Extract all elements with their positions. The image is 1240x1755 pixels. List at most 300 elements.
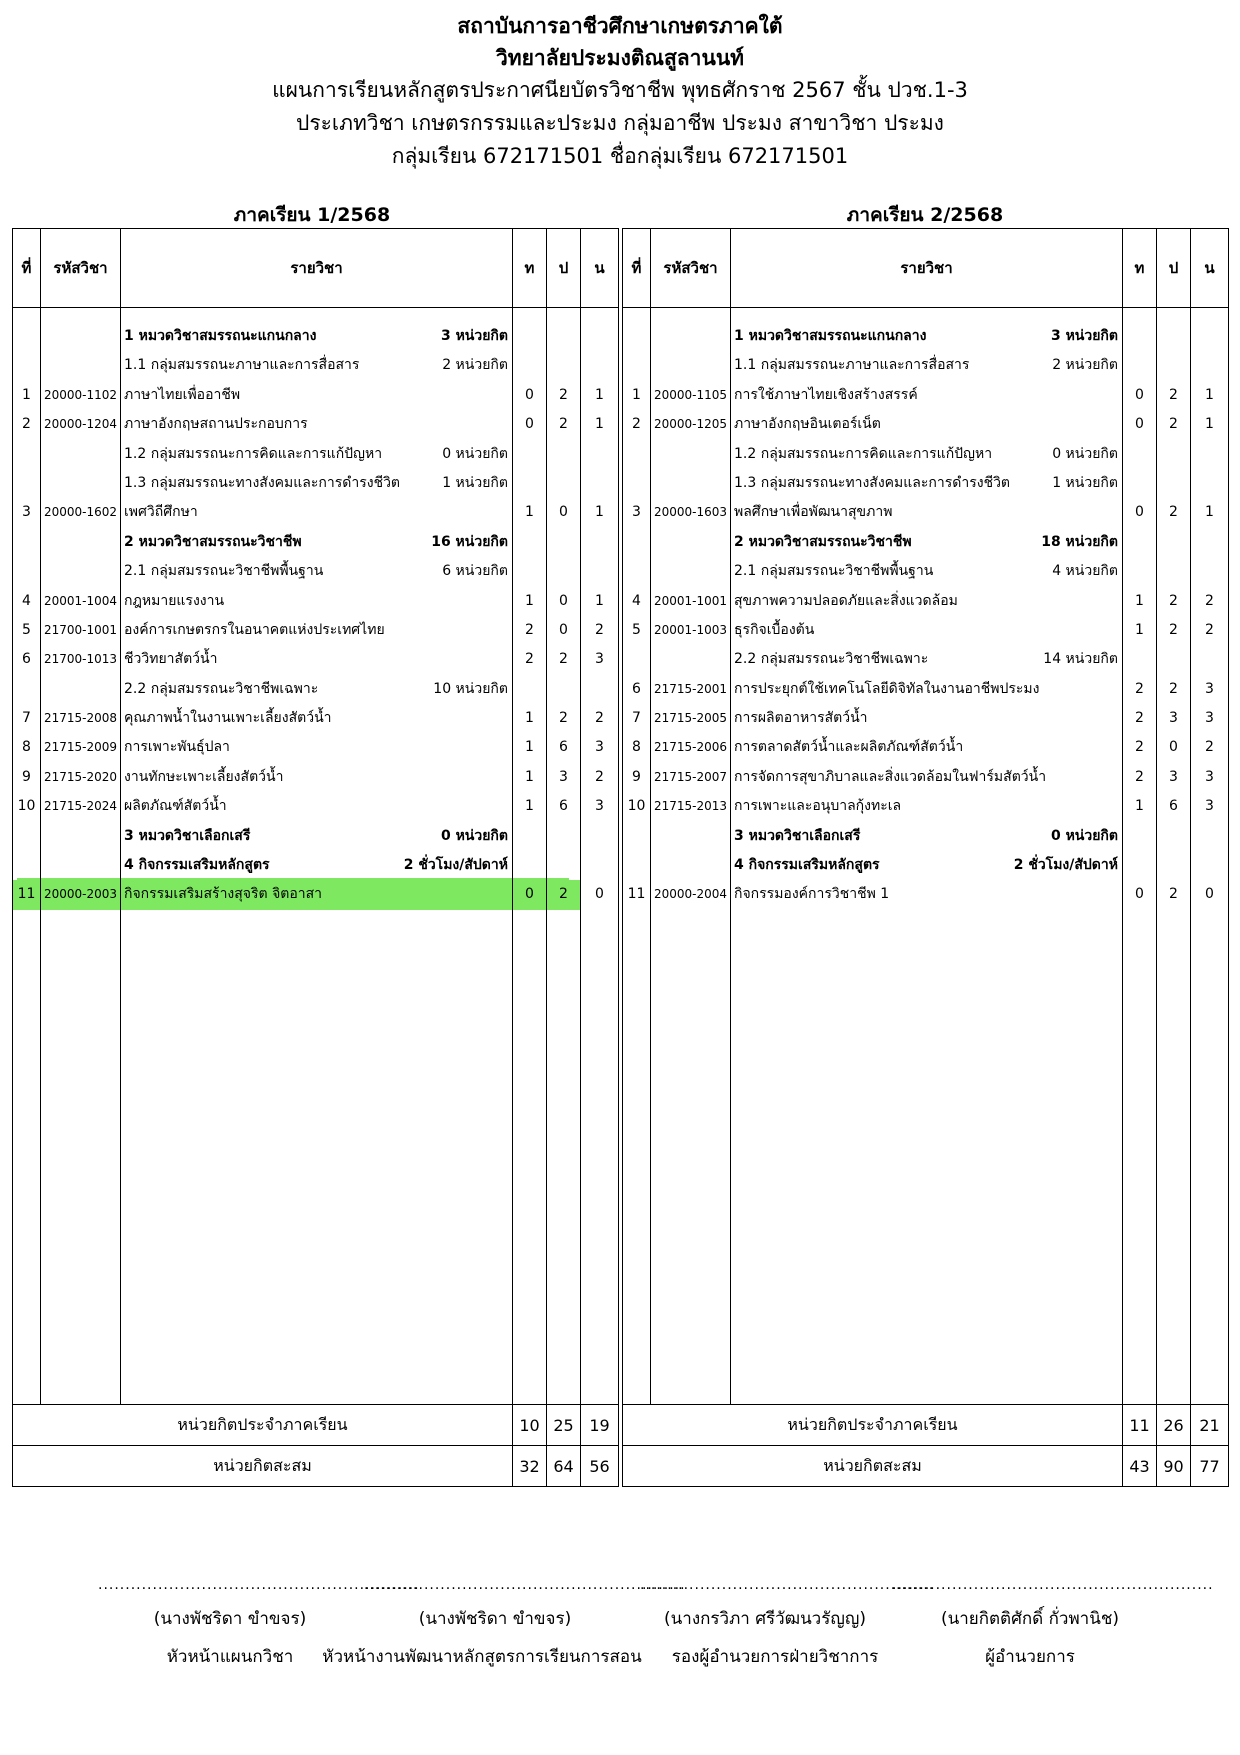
semester-sum-row bbox=[13, 1405, 619, 1446]
course-number: 2 bbox=[632, 416, 641, 433]
empty-cell bbox=[41, 322, 120, 351]
category-credits: 3 หน่วยกิต bbox=[440, 328, 508, 344]
course-theory-hours: 1 bbox=[1135, 592, 1144, 609]
course-credits: 1 bbox=[595, 504, 604, 521]
course-code: 21715-2001 bbox=[653, 681, 728, 696]
col-no-header: ที่ bbox=[623, 229, 651, 308]
course-name: ผลิตภัณฑ์สัตว์น้ำ bbox=[124, 798, 227, 815]
col-t bbox=[1123, 308, 1157, 1405]
course-credits: 2 bbox=[1205, 621, 1214, 638]
empty-cell bbox=[547, 675, 580, 704]
empty-cell bbox=[651, 822, 730, 851]
category-row bbox=[731, 351, 1122, 380]
course-number: 4 bbox=[632, 592, 641, 609]
empty-cell bbox=[513, 675, 546, 704]
sum-n: 21 bbox=[1191, 1405, 1229, 1446]
empty-cell bbox=[13, 822, 40, 851]
empty-cell bbox=[623, 469, 650, 498]
course-credits: 2 bbox=[595, 768, 604, 785]
empty-cell bbox=[41, 557, 120, 586]
empty-cell bbox=[13, 675, 40, 704]
empty-cell bbox=[13, 351, 40, 380]
empty-cell bbox=[13, 469, 40, 498]
category-row bbox=[121, 557, 512, 586]
empty-cell bbox=[547, 528, 580, 557]
course-name: ภาษาไทยเพื่ออาชีพ bbox=[124, 386, 241, 403]
course-code: 20001-1003 bbox=[653, 622, 728, 637]
empty-cell bbox=[1191, 822, 1228, 851]
course-credits: 1 bbox=[1205, 386, 1214, 403]
empty-cell bbox=[581, 822, 618, 851]
category-credits: 2 หน่วยกิต bbox=[1052, 357, 1118, 374]
empty-cell bbox=[1191, 322, 1228, 351]
course-credits: 0 bbox=[1205, 886, 1214, 903]
empty-cell bbox=[1157, 851, 1190, 880]
course-theory-hours: 2 bbox=[1135, 710, 1144, 727]
category-row bbox=[731, 322, 1122, 351]
cum-n: 56 bbox=[581, 1446, 619, 1487]
category-credits: 6 หน่วยกิต bbox=[442, 563, 508, 580]
category-row bbox=[731, 822, 1122, 851]
course-credits: 1 bbox=[1205, 416, 1214, 433]
category-row bbox=[121, 322, 512, 351]
course-name: ชีววิทยาสัตว์น้ำ bbox=[124, 651, 218, 668]
empty-cell bbox=[1157, 351, 1190, 380]
sum-p: 25 bbox=[547, 1405, 581, 1446]
course-name: การประยุกต์ใช้เทคโนโลยีดิจิทัลในงานอาชีพประมง bbox=[734, 680, 1040, 697]
course-theory-hours: 0 bbox=[1135, 386, 1144, 403]
empty-cell bbox=[651, 322, 730, 351]
course-number: 6 bbox=[632, 680, 641, 697]
course-theory-hours: 1 bbox=[1135, 798, 1144, 815]
course-code: 21700-1001 bbox=[43, 622, 118, 637]
category-row bbox=[731, 557, 1122, 586]
col-subject-header: รายวิชา bbox=[731, 229, 1123, 308]
category-label: 1 หมวดวิชาสมรรถนะแกนกลาง bbox=[124, 328, 317, 344]
course-number: 7 bbox=[22, 710, 31, 727]
signer-name: (นางพัชริดา ขำขจร) bbox=[153, 1609, 307, 1629]
empty-cell bbox=[547, 822, 580, 851]
category-credits: 2 ชั่วโมง/สัปดาห์ bbox=[1013, 857, 1118, 874]
course-code: 20000-1205 bbox=[653, 417, 728, 432]
course-credits: 3 bbox=[1205, 768, 1214, 785]
empty-cell bbox=[1123, 351, 1156, 380]
cumulative-label: หน่วยกิตสะสม bbox=[623, 1446, 1123, 1487]
course-credits: 3 bbox=[595, 798, 604, 815]
course-practice-hours: 3 bbox=[1169, 710, 1178, 727]
col-subject bbox=[731, 308, 1123, 1405]
empty-cell bbox=[1157, 557, 1190, 586]
course-number: 5 bbox=[22, 621, 31, 638]
empty-cell bbox=[13, 557, 40, 586]
course-theory-hours: 1 bbox=[1135, 621, 1144, 638]
course-theory-hours: 1 bbox=[525, 504, 534, 521]
course-theory-hours: 2 bbox=[1135, 768, 1144, 785]
course-practice-hours: 2 bbox=[1169, 386, 1178, 403]
category-credits: 1 หน่วยกิต bbox=[442, 474, 508, 491]
empty-cell bbox=[1191, 645, 1228, 674]
course-name: องค์การเกษตรกรในอนาคตแห่งประเทศไทย bbox=[124, 621, 385, 638]
empty-cell bbox=[581, 675, 618, 704]
empty-cell bbox=[547, 351, 580, 380]
empty-cell bbox=[513, 351, 546, 380]
course-practice-hours: 2 bbox=[559, 651, 568, 668]
category-label: 3 หมวดวิชาเลือกเสรี bbox=[734, 827, 861, 844]
category-row bbox=[731, 440, 1122, 469]
col-p-header: ป bbox=[547, 229, 581, 308]
course-name: สุขภาพความปลอดภัยและสิ่งแวดล้อม bbox=[734, 592, 958, 609]
course-theory-hours: 1 bbox=[525, 592, 534, 609]
course-code: 21715-2007 bbox=[653, 769, 728, 784]
empty-cell bbox=[581, 557, 618, 586]
course-name: เพศวิถีศึกษา bbox=[124, 504, 198, 521]
empty-cell bbox=[1157, 645, 1190, 674]
category-row bbox=[121, 351, 512, 380]
category-credits: 3 หน่วยกิต bbox=[1050, 328, 1118, 344]
empty-cell bbox=[1123, 469, 1156, 498]
empty-cell bbox=[651, 645, 730, 674]
course-code: 21715-2020 bbox=[43, 769, 118, 784]
category-credits: 2 ชั่วโมง/สัปดาห์ bbox=[403, 857, 508, 874]
course-name: ธุรกิจเบื้องต้น bbox=[734, 621, 815, 638]
course-name: กิจกรรมเสริมสร้างสุจริต จิตอาสา bbox=[121, 880, 512, 909]
category-row bbox=[731, 469, 1122, 498]
course-practice-hours: 2 bbox=[559, 710, 568, 727]
course-number: 10 bbox=[627, 798, 646, 815]
cum-p: 90 bbox=[1157, 1446, 1191, 1487]
course-theory-hours: 0 bbox=[1135, 416, 1144, 433]
empty-cell bbox=[623, 822, 650, 851]
college-name: วิทยาลัยประมงติณสูลานนท์ bbox=[495, 46, 745, 70]
course-theory-hours: 0 bbox=[513, 880, 546, 909]
table-body-row bbox=[623, 308, 1229, 1405]
cum-t: 32 bbox=[513, 1446, 547, 1487]
course-number: 6 bbox=[22, 651, 31, 668]
course-theory-hours: 2 bbox=[1135, 680, 1144, 697]
empty-cell bbox=[1123, 440, 1156, 469]
empty-cell bbox=[513, 440, 546, 469]
category-label: 2 หมวดวิชาสมรรถนะวิชาชีพ bbox=[734, 533, 912, 550]
course-credits: 3 bbox=[1205, 798, 1214, 815]
empty-cell bbox=[1123, 822, 1156, 851]
program-line: ประเภทวิชา เกษตรกรรมและประมง กลุ่มอาชีพ ประมง สาขาวิชา ประมง bbox=[296, 111, 944, 135]
empty-cell bbox=[651, 557, 730, 586]
empty-cell bbox=[1191, 851, 1228, 880]
course-credits: 3 bbox=[595, 739, 604, 756]
course-practice-hours: 2 bbox=[1169, 504, 1178, 521]
signature-line: ...................................................... bbox=[640, 1577, 935, 1593]
empty-cell bbox=[1191, 469, 1228, 498]
category-label: 1.1 กลุ่มสมรรถนะภาษาและการสื่อสาร bbox=[124, 357, 360, 374]
empty-cell bbox=[581, 851, 618, 880]
course-code: 20000-2004 bbox=[653, 887, 728, 902]
course-practice-hours: 0 bbox=[1169, 739, 1178, 756]
course-credits: 3 bbox=[595, 651, 604, 668]
empty-cell bbox=[41, 822, 120, 851]
empty-cell bbox=[1157, 322, 1190, 351]
empty-cell bbox=[1123, 645, 1156, 674]
empty-cell bbox=[1123, 557, 1156, 586]
category-label: 1.1 กลุ่มสมรรถนะภาษาและการสื่อสาร bbox=[734, 357, 970, 374]
course-theory-hours: 0 bbox=[525, 416, 534, 433]
category-credits: 0 หน่วยกิต bbox=[440, 827, 508, 844]
course-theory-hours: 2 bbox=[525, 651, 534, 668]
sum-p: 26 bbox=[1157, 1405, 1191, 1446]
empty-cell bbox=[651, 469, 730, 498]
signer-name: (นางกรวิภา ศรีวัฒนวรัญญ) bbox=[664, 1609, 866, 1629]
course-code: 20000-2003 bbox=[41, 880, 120, 909]
cum-p: 64 bbox=[547, 1446, 581, 1487]
empty-cell bbox=[581, 440, 618, 469]
category-label: 1.2 กลุ่มสมรรถนะการคิดและการแก้ปัญหา bbox=[734, 445, 993, 462]
course-theory-hours: 1 bbox=[525, 739, 534, 756]
col-no bbox=[623, 308, 651, 1405]
col-code bbox=[651, 308, 731, 1405]
course-number: 11 bbox=[627, 886, 646, 903]
category-label: 1.3 กลุ่มสมรรถนะทางสังคมและการดำรงชีวิต bbox=[124, 474, 401, 491]
category-credits: 16 หน่วยกิต bbox=[431, 533, 508, 550]
category-label: 2.2 กลุ่มสมรรถนะวิชาชีพเฉพาะ bbox=[734, 651, 929, 668]
document-header bbox=[0, 10, 1240, 173]
course-practice-hours: 2 bbox=[1169, 886, 1178, 903]
course-practice-hours: 2 bbox=[1169, 621, 1178, 638]
col-p bbox=[1157, 308, 1191, 1405]
empty-cell bbox=[651, 440, 730, 469]
empty-cell bbox=[1123, 851, 1156, 880]
category-label: 3 หมวดวิชาเลือกเสรี bbox=[124, 827, 251, 844]
empty-cell bbox=[513, 469, 546, 498]
empty-cell bbox=[513, 557, 546, 586]
course-name: การเพาะพันธุ์ปลา bbox=[124, 739, 230, 756]
sum-n: 19 bbox=[581, 1405, 619, 1446]
empty-cell bbox=[1191, 351, 1228, 380]
course-code: 21715-2024 bbox=[43, 799, 118, 814]
empty-cell bbox=[41, 675, 120, 704]
course-number: 7 bbox=[632, 710, 641, 727]
empty-cell bbox=[1157, 822, 1190, 851]
col-code-header: รหัสวิชา bbox=[41, 229, 121, 308]
category-label: 1.2 กลุ่มสมรรถนะการคิดและการแก้ปัญหา bbox=[124, 445, 383, 462]
table-header-row bbox=[13, 229, 619, 308]
empty-cell bbox=[13, 440, 40, 469]
table-body-row bbox=[13, 308, 619, 1405]
course-practice-hours: 0 bbox=[559, 621, 568, 638]
empty-cell bbox=[547, 440, 580, 469]
signer-position: หัวหน้าแผนกวิชา bbox=[166, 1647, 294, 1667]
course-practice-hours: 2 bbox=[547, 880, 580, 909]
course-practice-hours: 3 bbox=[1169, 768, 1178, 785]
signature-line: ........................................................... bbox=[892, 1577, 1214, 1593]
empty-cell bbox=[1123, 322, 1156, 351]
empty-cell bbox=[513, 822, 546, 851]
empty-cell bbox=[41, 469, 120, 498]
course-number: 10 bbox=[17, 798, 36, 815]
course-code: 21715-2006 bbox=[653, 740, 728, 755]
course-credits: 1 bbox=[595, 592, 604, 609]
col-subject-header: รายวิชา bbox=[121, 229, 513, 308]
col-t bbox=[513, 308, 547, 1405]
empty-cell bbox=[581, 469, 618, 498]
signer-position: หัวหน้างานพัฒนาหลักสูตรการเรียนการสอน bbox=[322, 1647, 642, 1667]
signer-name: (นางพัชริดา ขำขจร) bbox=[418, 1609, 572, 1629]
course-credits: 0 bbox=[595, 886, 604, 903]
course-practice-hours: 6 bbox=[1169, 798, 1178, 815]
semester-1-table bbox=[12, 228, 619, 1487]
institute-name: สถาบันการอาชีวศึกษาเกษตรภาคใต้ bbox=[457, 14, 783, 38]
category-label: 4 กิจกรรมเสริมหลักสูตร bbox=[124, 857, 270, 874]
sum-t: 11 bbox=[1123, 1405, 1157, 1446]
empty-cell bbox=[547, 557, 580, 586]
category-credits: 18 หน่วยกิต bbox=[1041, 533, 1118, 550]
category-label: 2.2 กลุ่มสมรรถนะวิชาชีพเฉพาะ bbox=[124, 680, 319, 697]
sum-t: 10 bbox=[513, 1405, 547, 1446]
category-credits: 0 หน่วยกิต bbox=[1050, 827, 1118, 844]
semester-2-title: ภาคเรียน 2/2568 bbox=[846, 204, 1004, 226]
category-label: 2.1 กลุ่มสมรรถนะวิชาชีพพื้นฐาน bbox=[734, 563, 934, 580]
empty-cell bbox=[547, 851, 580, 880]
category-label: 1.3 กลุ่มสมรรถนะทางสังคมและการดำรงชีวิต bbox=[734, 474, 1011, 491]
course-code: 20000-1602 bbox=[43, 505, 118, 520]
empty-cell bbox=[623, 528, 650, 557]
course-number: 3 bbox=[22, 504, 31, 521]
category-credits: 10 หน่วยกิต bbox=[433, 680, 508, 697]
category-label: 4 กิจกรรมเสริมหลักสูตร bbox=[734, 857, 880, 874]
empty-cell bbox=[513, 322, 546, 351]
course-number: 2 bbox=[22, 416, 31, 433]
empty-cell bbox=[513, 851, 546, 880]
empty-cell bbox=[623, 351, 650, 380]
course-theory-hours: 0 bbox=[1135, 504, 1144, 521]
col-code-header: รหัสวิชา bbox=[651, 229, 731, 308]
empty-cell bbox=[41, 440, 120, 469]
empty-cell bbox=[581, 322, 618, 351]
empty-cell bbox=[1191, 557, 1228, 586]
course-name: คุณภาพน้ำในงานเพาะเลี้ยงสัตว์น้ำ bbox=[124, 710, 332, 727]
signer-position: รองผู้อำนวยการฝ่ายวิชาการ bbox=[671, 1647, 879, 1667]
empty-cell bbox=[651, 351, 730, 380]
course-credits: 3 bbox=[1205, 680, 1214, 697]
empty-cell bbox=[651, 528, 730, 557]
category-row bbox=[121, 851, 512, 880]
semester-sum-label: หน่วยกิตประจำภาคเรียน bbox=[623, 1405, 1123, 1446]
col-no-header: ที่ bbox=[13, 229, 41, 308]
course-number: 1 bbox=[22, 386, 31, 403]
table-header-row bbox=[623, 229, 1229, 308]
course-name: ภาษาอังกฤษสถานประกอบการ bbox=[124, 416, 308, 433]
course-name: ภาษาอังกฤษอินเตอร์เน็ต bbox=[734, 416, 881, 433]
category-row bbox=[121, 528, 512, 557]
col-n-header: น bbox=[581, 229, 619, 308]
empty-cell bbox=[41, 351, 120, 380]
category-row bbox=[731, 528, 1122, 557]
empty-cell bbox=[623, 322, 650, 351]
course-name: การใช้ภาษาไทยเชิงสร้างสรรค์ bbox=[734, 386, 918, 403]
empty-cell bbox=[41, 851, 120, 880]
course-practice-hours: 6 bbox=[559, 739, 568, 756]
category-row bbox=[121, 822, 512, 851]
course-credits: 2 bbox=[1205, 592, 1214, 609]
semester-sum-label: หน่วยกิตประจำภาคเรียน bbox=[13, 1405, 513, 1446]
course-practice-hours: 2 bbox=[1169, 680, 1178, 697]
empty-cell bbox=[623, 851, 650, 880]
course-credits: 2 bbox=[595, 621, 604, 638]
signature-line: ........................................................... bbox=[98, 1577, 420, 1593]
course-name: งานทักษะเพาะเลี้ยงสัตว์น้ำ bbox=[124, 768, 284, 785]
col-p bbox=[547, 308, 581, 1405]
empty-cell bbox=[513, 528, 546, 557]
course-practice-hours: 2 bbox=[559, 386, 568, 403]
col-code bbox=[41, 308, 121, 1405]
course-name: การตลาดสัตว์น้ำและผลิตภัณฑ์สัตว์น้ำ bbox=[734, 739, 964, 756]
course-practice-hours: 0 bbox=[559, 592, 568, 609]
group-line: กลุ่มเรียน 672171501 ชื่อกลุ่มเรียน 672171501 bbox=[391, 144, 849, 168]
course-practice-hours: 3 bbox=[559, 768, 568, 785]
course-practice-hours: 6 bbox=[559, 798, 568, 815]
category-credits: 1 หน่วยกิต bbox=[1052, 474, 1118, 491]
course-credits: 2 bbox=[595, 710, 604, 727]
category-row bbox=[121, 440, 512, 469]
empty-cell bbox=[581, 351, 618, 380]
cumulative-label: หน่วยกิตสะสม bbox=[13, 1446, 513, 1487]
course-credits: 2 bbox=[1205, 739, 1214, 756]
category-credits: 14 หน่วยกิต bbox=[1043, 651, 1118, 668]
cum-t: 43 bbox=[1123, 1446, 1157, 1487]
course-practice-hours: 2 bbox=[1169, 592, 1178, 609]
course-credits: 1 bbox=[595, 386, 604, 403]
signature-line: ........................................................... bbox=[364, 1577, 686, 1593]
col-t-header: ท bbox=[1123, 229, 1157, 308]
course-number: 3 bbox=[632, 504, 641, 521]
course-code: 21715-2013 bbox=[653, 799, 728, 814]
course-name: การผลิตอาหารสัตว์น้ำ bbox=[734, 710, 868, 727]
col-subject bbox=[121, 308, 513, 1405]
category-credits: 4 หน่วยกิต bbox=[1052, 563, 1118, 580]
empty-cell bbox=[1191, 440, 1228, 469]
course-credits: 1 bbox=[1205, 504, 1214, 521]
course-name: การจัดการสุขาภิบาลและสิ่งแวดล้อมในฟาร์มสัตว์น้ำ bbox=[734, 768, 1047, 785]
signer-position: ผู้อำนวยการ bbox=[985, 1647, 1075, 1667]
category-row bbox=[731, 851, 1122, 880]
course-code: 20000-1102 bbox=[43, 387, 118, 402]
course-number: 11 bbox=[13, 880, 40, 909]
course-code: 21715-2005 bbox=[653, 711, 728, 726]
empty-cell bbox=[1157, 528, 1190, 557]
course-name: การเพาะและอนุบาลกุ้งทะเล bbox=[734, 798, 902, 815]
cumulative-row bbox=[13, 1446, 619, 1487]
semester-1-title: ภาคเรียน 1/2568 bbox=[233, 204, 391, 226]
cumulative-row bbox=[623, 1446, 1229, 1487]
course-theory-hours: 0 bbox=[1135, 886, 1144, 903]
empty-cell bbox=[13, 851, 40, 880]
empty-cell bbox=[623, 645, 650, 674]
category-label: 1 หมวดวิชาสมรรถนะแกนกลาง bbox=[734, 328, 927, 344]
empty-cell bbox=[547, 322, 580, 351]
category-row bbox=[731, 645, 1122, 674]
course-number: 5 bbox=[632, 621, 641, 638]
semester-sum-row bbox=[623, 1405, 1229, 1446]
course-name: กิจกรรมองค์การวิชาชีพ 1 bbox=[734, 886, 890, 903]
course-code: 20000-1204 bbox=[43, 417, 118, 432]
category-credits: 0 หน่วยกิต bbox=[442, 445, 508, 462]
category-label: 2.1 กลุ่มสมรรถนะวิชาชีพพื้นฐาน bbox=[124, 563, 324, 580]
course-practice-hours: 0 bbox=[559, 504, 568, 521]
course-code: 20000-1105 bbox=[653, 387, 728, 402]
category-credits: 0 หน่วยกิต bbox=[1052, 445, 1118, 462]
course-number: 8 bbox=[632, 739, 641, 756]
col-no bbox=[13, 308, 41, 1405]
course-number: 9 bbox=[22, 768, 31, 785]
course-code: 21715-2009 bbox=[43, 740, 118, 755]
